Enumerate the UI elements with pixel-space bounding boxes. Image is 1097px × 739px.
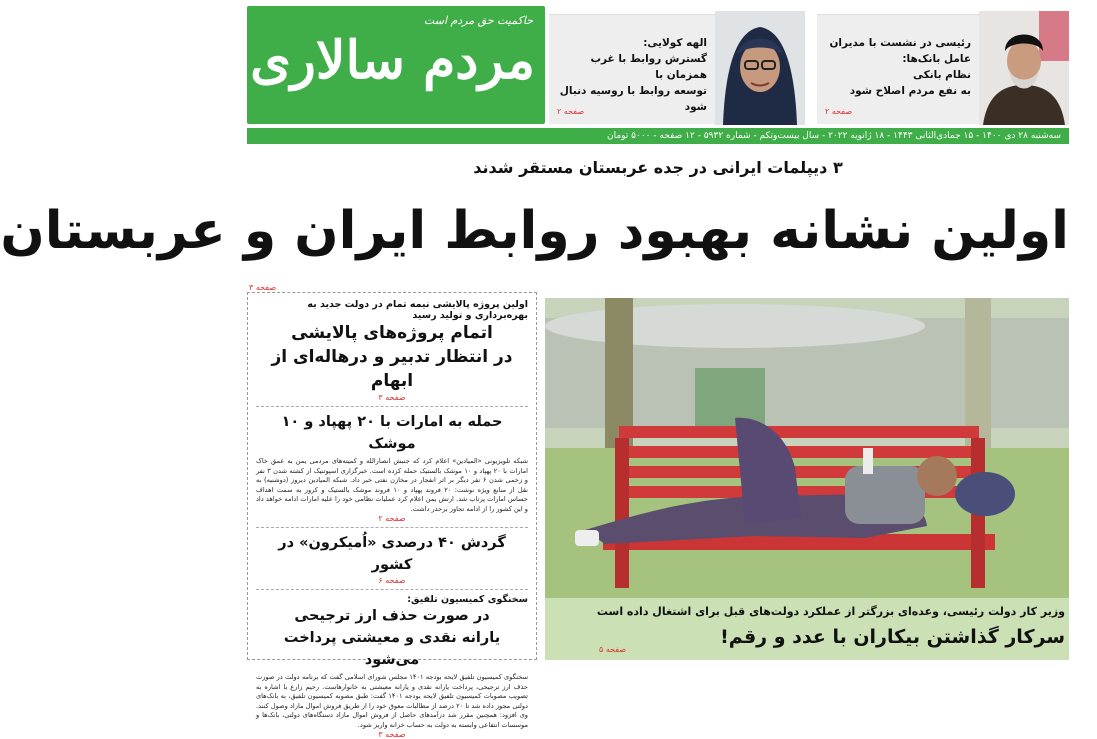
page-reference[interactable]: صفحه ۵ — [599, 645, 627, 654]
portrait-photo-kolaei — [715, 11, 805, 125]
story-body: سخنگوی کمیسیون تلفیق لایحه بودجه ۱۴۰۱ مجلس شورای اسلامی گفت که برنامه دولت در صورت حذف ارز ترجیحی، پرداخت یارانه نقدی و یارانه معیشتی به خانوارهاست. رحیم زارع با اشاره به تصویب مصوبات کمیسیون تلفیق لایحه بودجه ۱۴۰۱ گفت: طبق مصوبه کمیسیون تلفیق، به بانک‌های دولتی مجوز داده شد تا ۲۰ درصد از مطالبات معوق خود را از طریق فروش اموال مازاد وصول کنند. وی افزود: همچنین مقرر شد درآمدهای حاصل از فروش اموال مازاد دستگاه‌های دولتی، بانک‌ها و موسسات انتفاعی وابسته به دولت به حساب خزانه واریز شود. — [256, 673, 528, 729]
teaser-line: به نفع مردم اصلاح شود — [849, 85, 971, 97]
story-title-line: در صورت حذف ارز ترجیحی — [294, 608, 490, 624]
page-reference[interactable]: صفحه ۲ — [378, 514, 406, 523]
story-title-line: اتمام پروژه‌های پالایشی — [291, 323, 493, 343]
divider — [256, 589, 528, 590]
teaser-text — [557, 35, 707, 115]
photo-caption-headline[interactable]: سرکار گذاشتن بیکاران با عدد و رقم! — [720, 626, 1065, 648]
teaser-raisi[interactable] — [817, 14, 1069, 124]
page-reference[interactable]: صفحه ۳ — [378, 730, 406, 739]
page-reference[interactable]: صفحه ۳ — [378, 393, 406, 402]
portrait-photo-raisi — [979, 11, 1069, 125]
teaser-text — [821, 35, 971, 99]
story-body: شبکه تلویزیونی «المیادین» اعلام کرد که جنبش انصارالله و کمیته‌های مردمی یمن به عمق خاک امارات با ۲۰ پهپاد و ۱۰ موشک بالستیک حمله کرده است. خبرگزاری اسپوتنیک از کشته شدن ۳ نفر و زخمی شدن ۶ نفر دیگر بر اثر انفجار در مخازن نفتی خبر داد. شبکه المیادین دیروز (دوشنبه) به نقل از منابع ویژه نوشت: ۲۰ فروند پهپاد و ۱۰ فروند موشک بالستیک و کروز به سمت اهداف حساس امارات پرتاب شد. ارتش یمن اعلام کرد عملیات نظامی خود را علیه امارات ادامه خواهد داد و این کشور را از ادامه تجاوز برحذر داشت. — [256, 457, 528, 513]
teaser-line: نظام بانکی — [912, 69, 971, 81]
story-title-line: در انتظار تدبیر و درهاله‌ای از ابهام — [271, 347, 513, 391]
teaser-name: الهه کولایی: — [643, 37, 707, 49]
masthead-logo-box[interactable] — [247, 6, 545, 124]
photo-caption-kicker: وزیر کار دولت رئیسی، وعده‌ای بزرگتر از عملکرد دولت‌های قبل برای اشتغال داده است — [596, 605, 1065, 618]
page-reference[interactable]: صفحه ۲ — [825, 107, 853, 116]
story-title[interactable] — [256, 321, 528, 393]
masthead-slogan: حاکمیت حق مردم است — [423, 14, 533, 27]
teaser-kolaei[interactable] — [549, 14, 805, 124]
page-reference[interactable]: صفحه ۳ — [249, 283, 277, 292]
story-subheading: اولین پروژه پالایشی نیمه تمام در دولت جدید به بهره‌برداری و تولید رسید — [307, 299, 528, 321]
main-photo-story[interactable] — [545, 298, 1069, 660]
story-title[interactable]: حمله به امارات با ۲۰ پهپاد و ۱۰ موشک — [281, 414, 503, 452]
left-news-column — [247, 292, 537, 739]
story-title[interactable] — [256, 605, 528, 671]
divider — [256, 527, 528, 528]
newspaper-logo: مردم سالاری — [250, 30, 535, 91]
story-subheading: سخنگوی کمیسیون تلفیق: — [407, 594, 528, 605]
teaser-line: توسعه روابط با روسیه دنبال شود — [559, 85, 707, 113]
teaser-line: گسترش روابط با غرب همزمان با — [590, 53, 707, 81]
main-headline[interactable]: اولین نشانه بهبود روابط ایران و عربستان — [0, 201, 1069, 261]
page-reference[interactable]: صفحه ۲ — [557, 107, 585, 116]
headline-kicker: ۳ دیپلمات ایرانی در جده عربستان مستقر شدند — [473, 158, 843, 177]
story-title-line: یارانه نقدی و معیشتی پرداخت می‌شود — [283, 630, 501, 668]
page-reference[interactable]: صفحه ۶ — [378, 576, 406, 585]
story-title[interactable]: گردش ۴۰ درصدی «اُمیکرون» در کشور — [278, 535, 506, 573]
teaser-line: رئیسی در نشست با مدیران عامل بانک‌ها: — [829, 37, 971, 65]
dateline-bar: سه‌شنبه ۲۸ دی ۱۴۰۰ - ۱۵ جمادی‌الثانی ۱۴۴۳ - ۱۸ ژانویه ۲۰۲۲ - سال بیست‌وتکم - شماره ۵۹۳۲ - ۱۲ صفحه - ۵۰۰۰ تومان — [247, 128, 1069, 144]
divider — [256, 406, 528, 407]
